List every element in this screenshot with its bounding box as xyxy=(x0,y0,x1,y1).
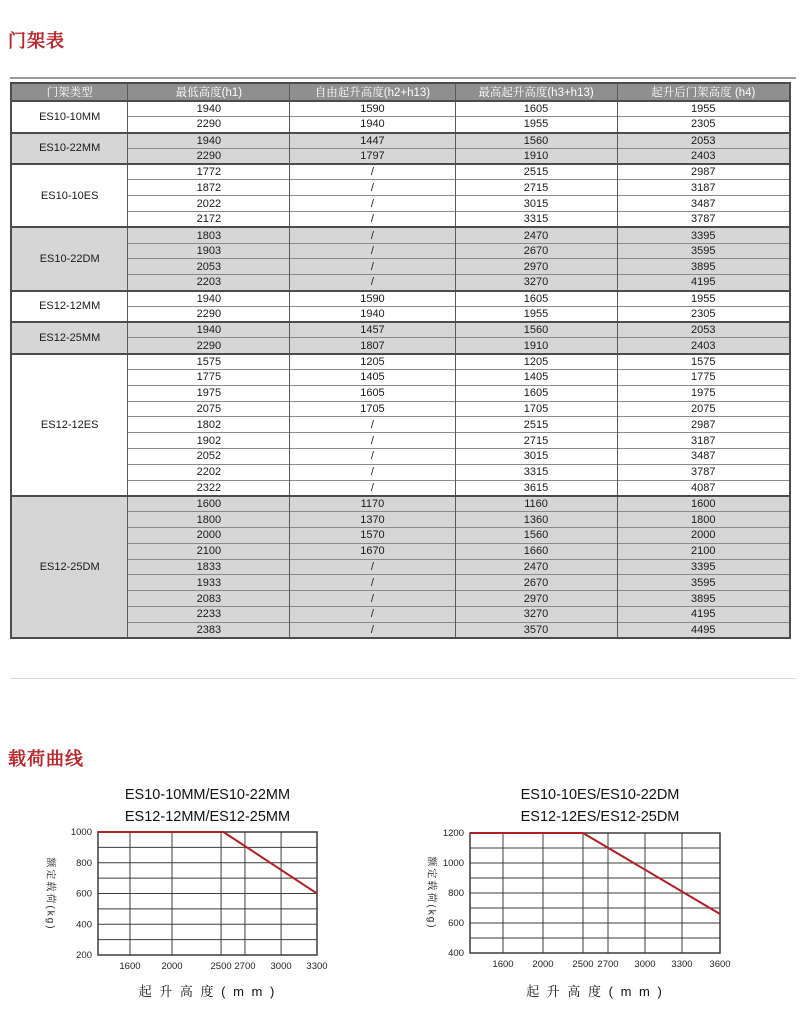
table-cell: 3487 xyxy=(617,449,790,465)
table-cell: 1605 xyxy=(455,385,617,401)
table-cell: 3395 xyxy=(617,559,790,575)
y-tick-label: 1000 xyxy=(70,827,92,838)
table-cell: 1940 xyxy=(128,133,290,149)
table-cell: / xyxy=(290,449,455,465)
table-cell: 2100 xyxy=(617,543,790,559)
y-tick-label: 600 xyxy=(448,918,464,929)
table-cell: 2290 xyxy=(128,306,290,322)
table-cell: / xyxy=(290,212,455,228)
table-cell: 1575 xyxy=(128,354,290,370)
table-cell: 1670 xyxy=(290,543,455,559)
table-cell: 3315 xyxy=(455,464,617,480)
table-cell: 2970 xyxy=(455,591,617,607)
table-cell: / xyxy=(290,480,455,496)
table-cell: / xyxy=(290,464,455,480)
table-cell: 3787 xyxy=(617,464,790,480)
table-cell: 2670 xyxy=(455,575,617,591)
x-tick-label: 3000 xyxy=(634,959,656,970)
chart-title-line-1: ES10-10ES/ES10-22DM xyxy=(520,787,680,803)
table-row xyxy=(11,180,790,196)
table-cell: 2172 xyxy=(128,212,290,228)
table-row xyxy=(11,401,790,417)
table-row xyxy=(11,622,790,638)
table-cell: 1933 xyxy=(128,575,290,591)
x-axis-label: 起 升 高 度 ( m m ) xyxy=(526,984,664,999)
table-cell: 1705 xyxy=(290,401,455,417)
table-cell: 2053 xyxy=(617,133,790,149)
y-axis-label: 额定载荷(kg) xyxy=(425,856,437,930)
y-tick-label: 200 xyxy=(76,950,92,961)
table-row xyxy=(11,101,790,117)
table-cell: 1600 xyxy=(617,496,790,512)
table-cell: 1605 xyxy=(290,385,455,401)
table-cell: 1705 xyxy=(455,401,617,417)
table-cell: 1872 xyxy=(128,180,290,196)
table-cell: 3570 xyxy=(455,622,617,638)
table-row xyxy=(11,449,790,465)
table-cell: 1457 xyxy=(290,322,455,338)
model-cell: ES12-25DM xyxy=(11,496,128,638)
mast-table-title: 门架表 xyxy=(8,31,65,51)
table-cell: 3395 xyxy=(617,227,790,243)
table-cell: 1170 xyxy=(290,496,455,512)
table-cell: / xyxy=(290,227,455,243)
table-cell: 1775 xyxy=(128,370,290,386)
table-cell: 1955 xyxy=(617,291,790,307)
table-cell: 1797 xyxy=(290,148,455,164)
x-tick-label: 3300 xyxy=(306,961,328,972)
table-cell: / xyxy=(290,164,455,180)
table-cell: 1560 xyxy=(455,528,617,544)
table-cell: 1205 xyxy=(290,354,455,370)
table-cell: 2233 xyxy=(128,607,290,623)
model-cell: ES10-22MM xyxy=(11,133,128,165)
table-row xyxy=(11,464,790,480)
table-cell: 3595 xyxy=(617,243,790,259)
table-cell: 2290 xyxy=(128,338,290,354)
load-curves-title: 载荷曲线 xyxy=(8,749,84,769)
table-cell: 1940 xyxy=(128,291,290,307)
divider-top xyxy=(10,77,796,79)
table-cell: 3270 xyxy=(455,607,617,623)
table-row xyxy=(11,133,790,149)
table-cell: 3315 xyxy=(455,212,617,228)
x-tick-label: 3300 xyxy=(671,959,693,970)
table-row xyxy=(11,607,790,623)
table-row xyxy=(11,227,790,243)
table-cell: 1802 xyxy=(128,417,290,433)
load-curve-plot xyxy=(420,820,780,978)
table-row xyxy=(11,370,790,386)
table-cell: 2075 xyxy=(128,401,290,417)
table-cell: 3895 xyxy=(617,591,790,607)
table-cell: 4195 xyxy=(617,607,790,623)
table-cell: / xyxy=(290,180,455,196)
table-cell: / xyxy=(290,259,455,275)
chart-title-line-2: ES12-12MM/ES12-25MM xyxy=(124,809,291,825)
table-cell: 1560 xyxy=(455,322,617,338)
model-cell: ES10-10ES xyxy=(11,164,128,227)
table-cell: 2000 xyxy=(128,528,290,544)
table-cell: 3015 xyxy=(455,449,617,465)
table-cell: 3187 xyxy=(617,433,790,449)
table-cell: 1405 xyxy=(455,370,617,386)
table-cell: 2403 xyxy=(617,338,790,354)
table-cell: 1800 xyxy=(617,512,790,528)
x-tick-label: 2700 xyxy=(597,959,619,970)
table-row xyxy=(11,591,790,607)
table-row xyxy=(11,433,790,449)
table-cell: 1772 xyxy=(128,164,290,180)
model-cell: ES10-10MM xyxy=(11,101,128,133)
column-header: 门架类型 xyxy=(11,83,128,101)
model-cell: ES12-25MM xyxy=(11,322,128,354)
table-row xyxy=(11,322,790,338)
table-row xyxy=(11,512,790,528)
table-cell: 2322 xyxy=(128,480,290,496)
table-cell: 1160 xyxy=(455,496,617,512)
table-cell: 1975 xyxy=(617,385,790,401)
table-cell: 4195 xyxy=(617,275,790,291)
load-chart-mm-models xyxy=(30,778,385,1023)
table-cell: 2290 xyxy=(128,117,290,133)
table-cell: 1910 xyxy=(455,148,617,164)
table-cell: 1800 xyxy=(128,512,290,528)
table-cell: 2987 xyxy=(617,417,790,433)
y-tick-label: 800 xyxy=(448,888,464,899)
column-header: 起升后门架高度 (h4) xyxy=(617,83,790,101)
table-cell: 2052 xyxy=(128,449,290,465)
table-cell: / xyxy=(290,591,455,607)
table-cell: 2515 xyxy=(455,164,617,180)
table-cell: 3270 xyxy=(455,275,617,291)
table-cell: 4495 xyxy=(617,622,790,638)
table-cell: 1910 xyxy=(455,338,617,354)
y-tick-label: 400 xyxy=(76,919,92,931)
table-cell: / xyxy=(290,622,455,638)
table-cell: 3187 xyxy=(617,180,790,196)
table-row xyxy=(11,212,790,228)
table-cell: 2000 xyxy=(617,528,790,544)
table-row xyxy=(11,243,790,259)
table-cell: 2075 xyxy=(617,401,790,417)
table-cell: 3615 xyxy=(455,480,617,496)
table-cell: / xyxy=(290,196,455,212)
table-cell: 2987 xyxy=(617,164,790,180)
table-row xyxy=(11,417,790,433)
x-tick-label: 2700 xyxy=(234,961,256,972)
mast-table-header xyxy=(11,83,790,101)
x-tick-label: 2500 xyxy=(210,961,232,972)
table-cell: 2083 xyxy=(128,591,290,607)
table-cell: 1902 xyxy=(128,433,290,449)
table-row xyxy=(11,559,790,575)
table-cell: 3787 xyxy=(617,212,790,228)
table-cell: 1940 xyxy=(128,101,290,117)
x-tick-label: 2000 xyxy=(161,961,183,972)
table-cell: 2022 xyxy=(128,196,290,212)
table-cell: / xyxy=(290,417,455,433)
table-row xyxy=(11,291,790,307)
table-row xyxy=(11,496,790,512)
load-chart-es-dm-models xyxy=(420,778,780,1023)
table-cell: 1660 xyxy=(455,543,617,559)
table-cell: 1955 xyxy=(455,117,617,133)
table-row xyxy=(11,575,790,591)
table-cell: 1370 xyxy=(290,512,455,528)
table-cell: 1570 xyxy=(290,528,455,544)
table-cell: 1775 xyxy=(617,370,790,386)
table-row xyxy=(11,306,790,322)
table-cell: 2970 xyxy=(455,259,617,275)
table-cell: 2100 xyxy=(128,543,290,559)
table-row xyxy=(11,543,790,559)
table-cell: / xyxy=(290,575,455,591)
table-cell: 2203 xyxy=(128,275,290,291)
x-tick-label: 2500 xyxy=(572,959,594,970)
table-row xyxy=(11,275,790,291)
table-cell: 2305 xyxy=(617,306,790,322)
y-tick-label: 1000 xyxy=(442,858,464,869)
table-cell: 1975 xyxy=(128,385,290,401)
table-cell: 4087 xyxy=(617,480,790,496)
table-cell: 1807 xyxy=(290,338,455,354)
x-tick-label: 1600 xyxy=(119,961,141,972)
mast-table xyxy=(10,82,791,639)
table-row xyxy=(11,164,790,180)
table-row xyxy=(11,480,790,496)
table-cell: 1600 xyxy=(128,496,290,512)
table-cell: 3015 xyxy=(455,196,617,212)
table-cell: 1833 xyxy=(128,559,290,575)
table-cell: 1605 xyxy=(455,101,617,117)
model-cell: ES12-12MM xyxy=(11,291,128,323)
table-cell: 1447 xyxy=(290,133,455,149)
table-cell: 2470 xyxy=(455,559,617,575)
x-axis-label: 起 升 高 度 ( m m ) xyxy=(138,984,277,999)
table-cell: 2515 xyxy=(455,417,617,433)
chart-title-line-2: ES12-12ES/ES12-25DM xyxy=(520,809,680,825)
table-cell: / xyxy=(290,607,455,623)
table-cell: 2053 xyxy=(617,322,790,338)
table-row xyxy=(11,354,790,370)
table-cell: 1803 xyxy=(128,227,290,243)
table-cell: 1955 xyxy=(617,101,790,117)
column-header: 最低高度(h1) xyxy=(128,83,290,101)
table-cell: 1590 xyxy=(290,291,455,307)
table-cell: / xyxy=(290,559,455,575)
table-cell: 1940 xyxy=(290,117,455,133)
table-cell: 2715 xyxy=(455,180,617,196)
table-cell: 2715 xyxy=(455,433,617,449)
table-cell: 1575 xyxy=(617,354,790,370)
table-cell: 1940 xyxy=(128,322,290,338)
model-cell: ES10-22DM xyxy=(11,227,128,290)
y-tick-label: 400 xyxy=(448,948,464,959)
x-tick-label: 1600 xyxy=(492,959,514,970)
y-tick-label: 600 xyxy=(76,888,92,900)
table-cell: 1560 xyxy=(455,133,617,149)
table-row xyxy=(11,196,790,212)
table-row xyxy=(11,259,790,275)
table-cell: 3895 xyxy=(617,259,790,275)
column-header: 自由起升高度(h2+h13) xyxy=(290,83,455,101)
table-cell: 1940 xyxy=(290,306,455,322)
table-cell: 2053 xyxy=(128,259,290,275)
table-row xyxy=(11,528,790,544)
table-cell: 2670 xyxy=(455,243,617,259)
table-cell: 1605 xyxy=(455,291,617,307)
y-axis-label: 额定载荷(kg) xyxy=(44,857,56,931)
table-row xyxy=(11,385,790,401)
table-cell: 1903 xyxy=(128,243,290,259)
table-row xyxy=(11,338,790,354)
x-tick-label: 3600 xyxy=(709,959,731,970)
table-cell: 2305 xyxy=(617,117,790,133)
table-cell: / xyxy=(290,433,455,449)
table-cell: / xyxy=(290,275,455,291)
table-cell: 2202 xyxy=(128,464,290,480)
x-tick-label: 3000 xyxy=(270,961,292,972)
model-cell: ES12-12ES xyxy=(11,354,128,496)
table-cell: 2470 xyxy=(455,227,617,243)
table-cell: 2383 xyxy=(128,622,290,638)
table-row xyxy=(11,117,790,133)
y-tick-label: 800 xyxy=(76,857,92,869)
table-cell: 3595 xyxy=(617,575,790,591)
x-tick-label: 2000 xyxy=(532,959,554,970)
table-row xyxy=(11,148,790,164)
table-cell: 2403 xyxy=(617,148,790,164)
load-curve-plot xyxy=(30,820,385,978)
table-cell: 2290 xyxy=(128,148,290,164)
chart-title-line-1: ES10-10MM/ES10-22MM xyxy=(124,787,291,803)
table-cell: 1205 xyxy=(455,354,617,370)
table-cell: / xyxy=(290,243,455,259)
y-tick-label: 1200 xyxy=(442,828,464,839)
table-cell: 1590 xyxy=(290,101,455,117)
table-cell: 1360 xyxy=(455,512,617,528)
divider-bottom xyxy=(10,678,796,679)
table-cell: 1955 xyxy=(455,306,617,322)
column-header: 最高起升高度(h3+h13) xyxy=(455,83,617,101)
table-cell: 3487 xyxy=(617,196,790,212)
table-cell: 1405 xyxy=(290,370,455,386)
